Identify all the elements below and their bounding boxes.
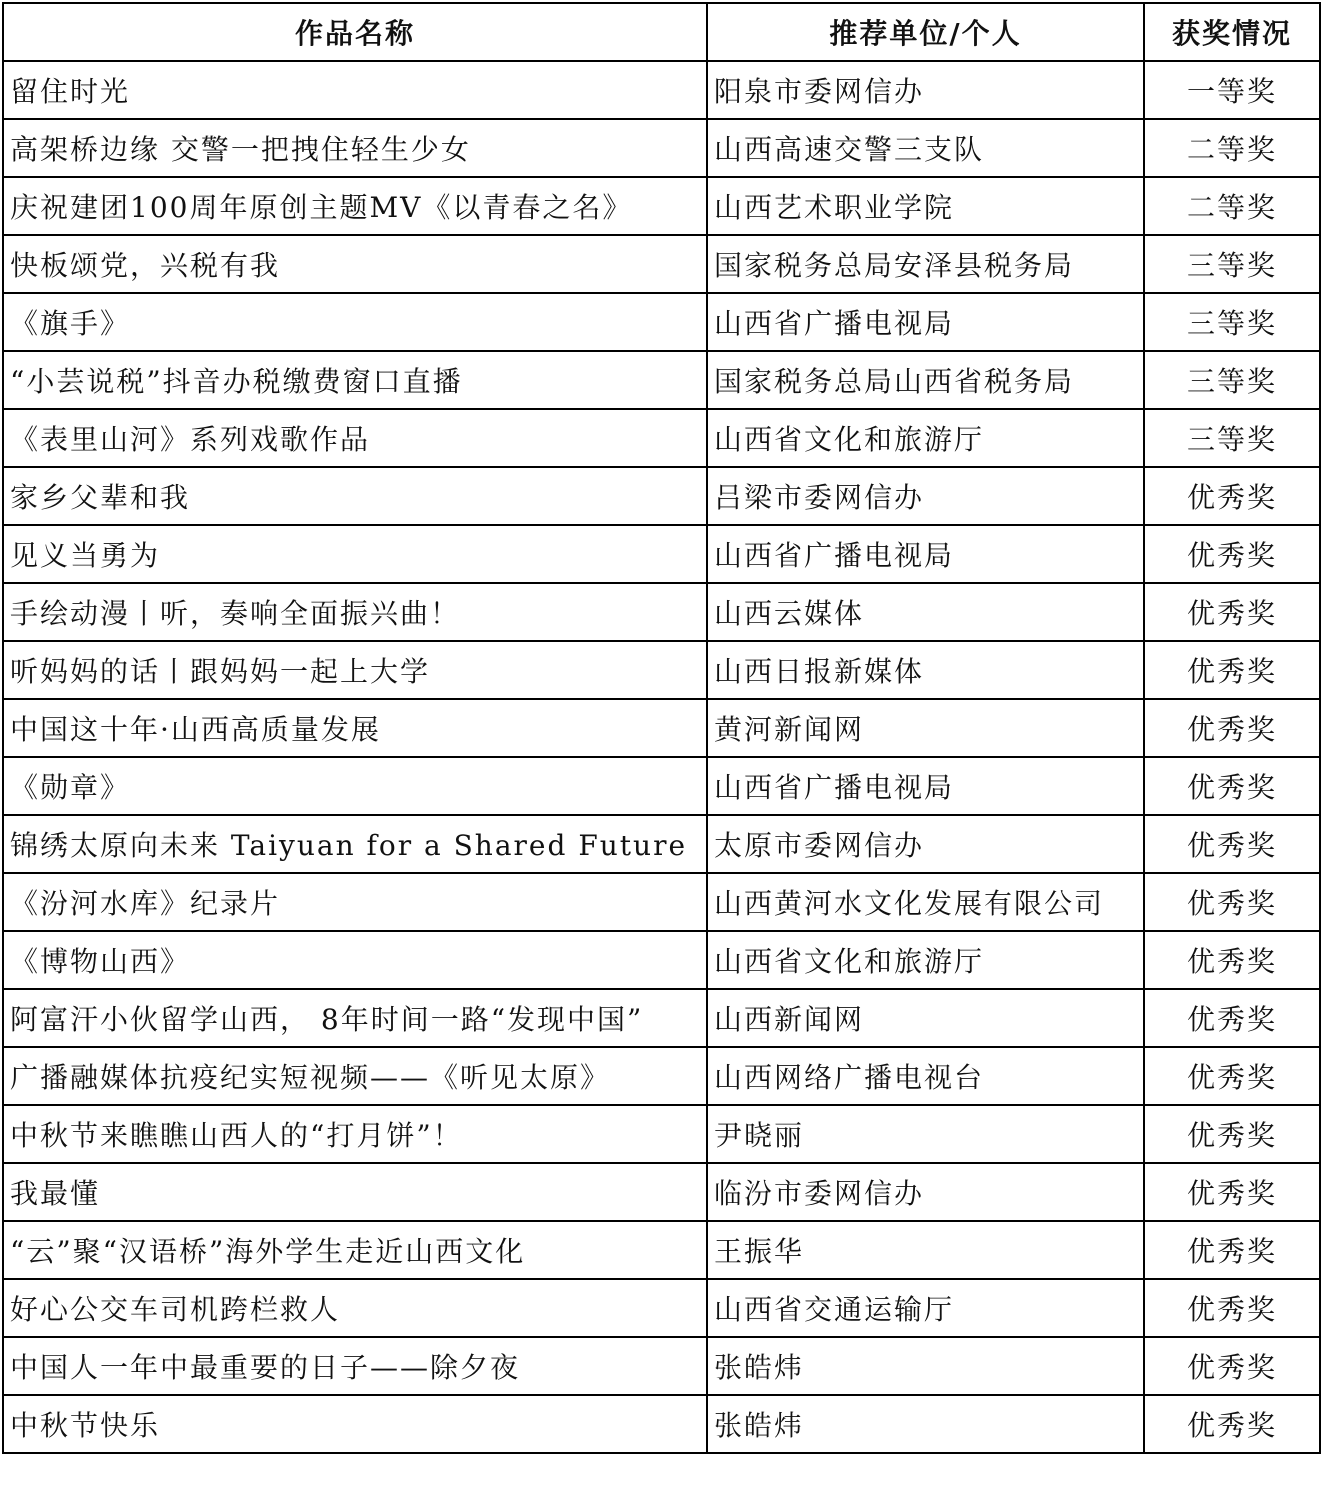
work-name-cell: 《表里山河》系列戏歌作品 [3, 409, 707, 467]
award-cell: 一等奖 [1144, 61, 1320, 119]
table-row [3, 873, 1320, 931]
table-row [3, 1395, 1320, 1453]
award-cell: 三等奖 [1144, 351, 1320, 409]
award-cell: 优秀奖 [1144, 989, 1320, 1047]
recommender-cell: 王振华 [707, 1221, 1144, 1279]
work-name-cell: 阿富汗小伙留学山西， 8年时间一路“发现中国” [3, 989, 707, 1047]
award-cell: 优秀奖 [1144, 1395, 1320, 1453]
work-name-cell: 中秋节来瞧瞧山西人的“打月饼”！ [3, 1105, 707, 1163]
recommender-cell: 山西省文化和旅游厅 [707, 409, 1144, 467]
table-row [3, 931, 1320, 989]
table-row [3, 1163, 1320, 1221]
award-cell: 二等奖 [1144, 119, 1320, 177]
table-row [3, 1279, 1320, 1337]
table-row [3, 119, 1320, 177]
header-row [3, 3, 1320, 61]
award-cell: 优秀奖 [1144, 1337, 1320, 1395]
table-row [3, 525, 1320, 583]
recommender-cell: 吕梁市委网信办 [707, 467, 1144, 525]
recommender-cell: 太原市委网信办 [707, 815, 1144, 873]
table-row [3, 409, 1320, 467]
recommender-cell: 张皓炜 [707, 1337, 1144, 1395]
award-cell: 优秀奖 [1144, 931, 1320, 989]
work-name-cell: 《博物山西》 [3, 931, 707, 989]
award-cell: 优秀奖 [1144, 641, 1320, 699]
work-name-cell: 锦绣太原向未来 Taiyuan for a Shared Future [3, 815, 707, 873]
work-name-cell: 广播融媒体抗疫纪实短视频——《听见太原》 [3, 1047, 707, 1105]
table-row [3, 1105, 1320, 1163]
work-name-cell: 中秋节快乐 [3, 1395, 707, 1453]
award-cell: 二等奖 [1144, 177, 1320, 235]
work-name-cell: 《勋章》 [3, 757, 707, 815]
recommender-cell: 山西云媒体 [707, 583, 1144, 641]
recommender-cell: 尹晓丽 [707, 1105, 1144, 1163]
recommender-cell: 山西黄河水文化发展有限公司 [707, 873, 1144, 931]
table-row [3, 177, 1320, 235]
recommender-cell: 山西省广播电视局 [707, 293, 1144, 351]
recommender-cell: 山西网络广播电视台 [707, 1047, 1144, 1105]
work-name-cell: “云”聚“汉语桥”海外学生走近山西文化 [3, 1221, 707, 1279]
award-cell: 优秀奖 [1144, 1221, 1320, 1279]
table-row [3, 699, 1320, 757]
work-name-cell: 中国人一年中最重要的日子——除夕夜 [3, 1337, 707, 1395]
recommender-cell: 黄河新闻网 [707, 699, 1144, 757]
table-row [3, 351, 1320, 409]
recommender-cell: 山西省广播电视局 [707, 757, 1144, 815]
table-row [3, 293, 1320, 351]
award-cell: 优秀奖 [1144, 1047, 1320, 1105]
table-body [3, 61, 1320, 1453]
work-name-cell: 快板颂党，兴税有我 [3, 235, 707, 293]
work-name-cell: 《旗手》 [3, 293, 707, 351]
table-row [3, 989, 1320, 1047]
award-cell: 优秀奖 [1144, 1163, 1320, 1221]
work-name-cell: 见义当勇为 [3, 525, 707, 583]
work-name-cell: 庆祝建团100周年原创主题MV《以青春之名》 [3, 177, 707, 235]
table-row [3, 235, 1320, 293]
recommender-cell: 国家税务总局山西省税务局 [707, 351, 1144, 409]
table-row [3, 757, 1320, 815]
recommender-cell: 山西高速交警三支队 [707, 119, 1144, 177]
award-cell: 优秀奖 [1144, 815, 1320, 873]
recommender-cell: 山西新闻网 [707, 989, 1144, 1047]
recommender-cell: 临汾市委网信办 [707, 1163, 1144, 1221]
work-name-cell: 家乡父辈和我 [3, 467, 707, 525]
award-cell: 优秀奖 [1144, 525, 1320, 583]
work-name-cell: 《汾河水库》纪录片 [3, 873, 707, 931]
award-cell: 优秀奖 [1144, 873, 1320, 931]
recommender-cell: 国家税务总局安泽县税务局 [707, 235, 1144, 293]
work-name-cell: 我最懂 [3, 1163, 707, 1221]
work-name-cell: 中国这十年·山西高质量发展 [3, 699, 707, 757]
work-name-cell: 高架桥边缘 交警一把拽住轻生少女 [3, 119, 707, 177]
award-cell: 优秀奖 [1144, 1105, 1320, 1163]
award-cell: 优秀奖 [1144, 583, 1320, 641]
work-name-cell: 留住时光 [3, 61, 707, 119]
award-cell: 三等奖 [1144, 235, 1320, 293]
table-row [3, 1221, 1320, 1279]
table-row [3, 641, 1320, 699]
award-cell: 三等奖 [1144, 409, 1320, 467]
table-row [3, 583, 1320, 641]
award-cell: 优秀奖 [1144, 757, 1320, 815]
award-cell: 优秀奖 [1144, 699, 1320, 757]
recommender-cell: 山西日报新媒体 [707, 641, 1144, 699]
table-row [3, 1337, 1320, 1395]
work-name-cell: 手绘动漫丨听，奏响全面振兴曲！ [3, 583, 707, 641]
recommender-cell: 山西艺术职业学院 [707, 177, 1144, 235]
recommender-cell: 阳泉市委网信办 [707, 61, 1144, 119]
table-row [3, 61, 1320, 119]
recommender-cell: 山西省广播电视局 [707, 525, 1144, 583]
work-name-cell: 听妈妈的话丨跟妈妈一起上大学 [3, 641, 707, 699]
award-cell: 优秀奖 [1144, 1279, 1320, 1337]
awards-table [2, 2, 1321, 1454]
work-name-cell: “小芸说税”抖音办税缴费窗口直播 [3, 351, 707, 409]
recommender-cell: 山西省交通运输厅 [707, 1279, 1144, 1337]
recommender-cell: 山西省文化和旅游厅 [707, 931, 1144, 989]
work-name-cell: 好心公交车司机跨栏救人 [3, 1279, 707, 1337]
header-recommender: 推荐单位/个人 [707, 3, 1144, 61]
header-award: 获奖情况 [1144, 3, 1320, 61]
award-cell: 优秀奖 [1144, 467, 1320, 525]
recommender-cell: 张皓炜 [707, 1395, 1144, 1453]
header-work-name: 作品名称 [3, 3, 707, 61]
award-cell: 三等奖 [1144, 293, 1320, 351]
table-row [3, 1047, 1320, 1105]
table-row [3, 467, 1320, 525]
table-row [3, 815, 1320, 873]
